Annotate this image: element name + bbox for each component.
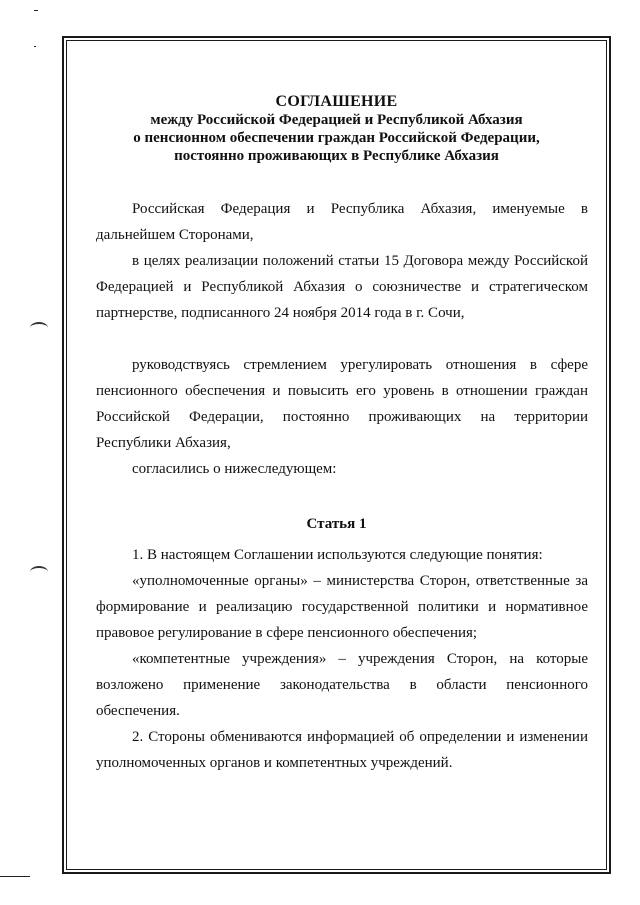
article-paragraph-2: «уполномоченные органы» – министерства Сторон, ответственные за формирование и реализацию государственной политики и нормативное правовое регулирование в сфере пенсионного обеспечения; [96, 573, 588, 641]
article-paragraph-1: 1. В настоящем Соглашении используются следующие понятия: [132, 547, 543, 563]
binder-hole-mark [30, 566, 48, 578]
preamble-paragraph-2: в целях реализации положений статьи 15 Договора между Российской Федерацией и Республикой Абхазия о союзничестве и стратегическом партнерстве, подписанного 24 ноября 2014 года в г. Сочи, [96, 253, 588, 321]
article-paragraph-3: «компетентные учреждения» – учреждения Сторон, на которые возложено применение законодательства в области пенсионного обеспечения. [96, 651, 588, 719]
binder-hole-mark [30, 322, 48, 334]
scan-mark [0, 876, 30, 877]
preamble-paragraph-3: руководствуясь стремлением урегулировать отношения в сфере пенсионного обеспечения и повысить его уровень в отношении граждан Российской Федерации, постоянно проживающих на территории Республики Абхазия, [96, 357, 588, 451]
title-main: СОГЛАШЕНИЕ [275, 93, 398, 110]
title-line-2: о пенсионном обеспечении граждан Российской Федерации, [133, 130, 540, 146]
article-paragraph-4: 2. Стороны обмениваются информацией об определении и изменении уполномоченных органов и компетентных учреждений. [96, 729, 588, 771]
document-title [66, 93, 607, 165]
title-line-1: между Российской Федерацией и Республикой Абхазия [150, 112, 523, 128]
preamble-paragraph-4: согласились о нижеследующем: [132, 461, 337, 477]
scan-mark [34, 10, 38, 11]
scan-mark [34, 46, 36, 47]
article-heading: Статья 1 [306, 516, 367, 532]
title-line-3: постоянно проживающих в Республике Абхазия [174, 148, 499, 164]
preamble-paragraph-1: Российская Федерация и Республика Абхазия, именуемые в дальнейшем Сторонами, [96, 201, 588, 243]
